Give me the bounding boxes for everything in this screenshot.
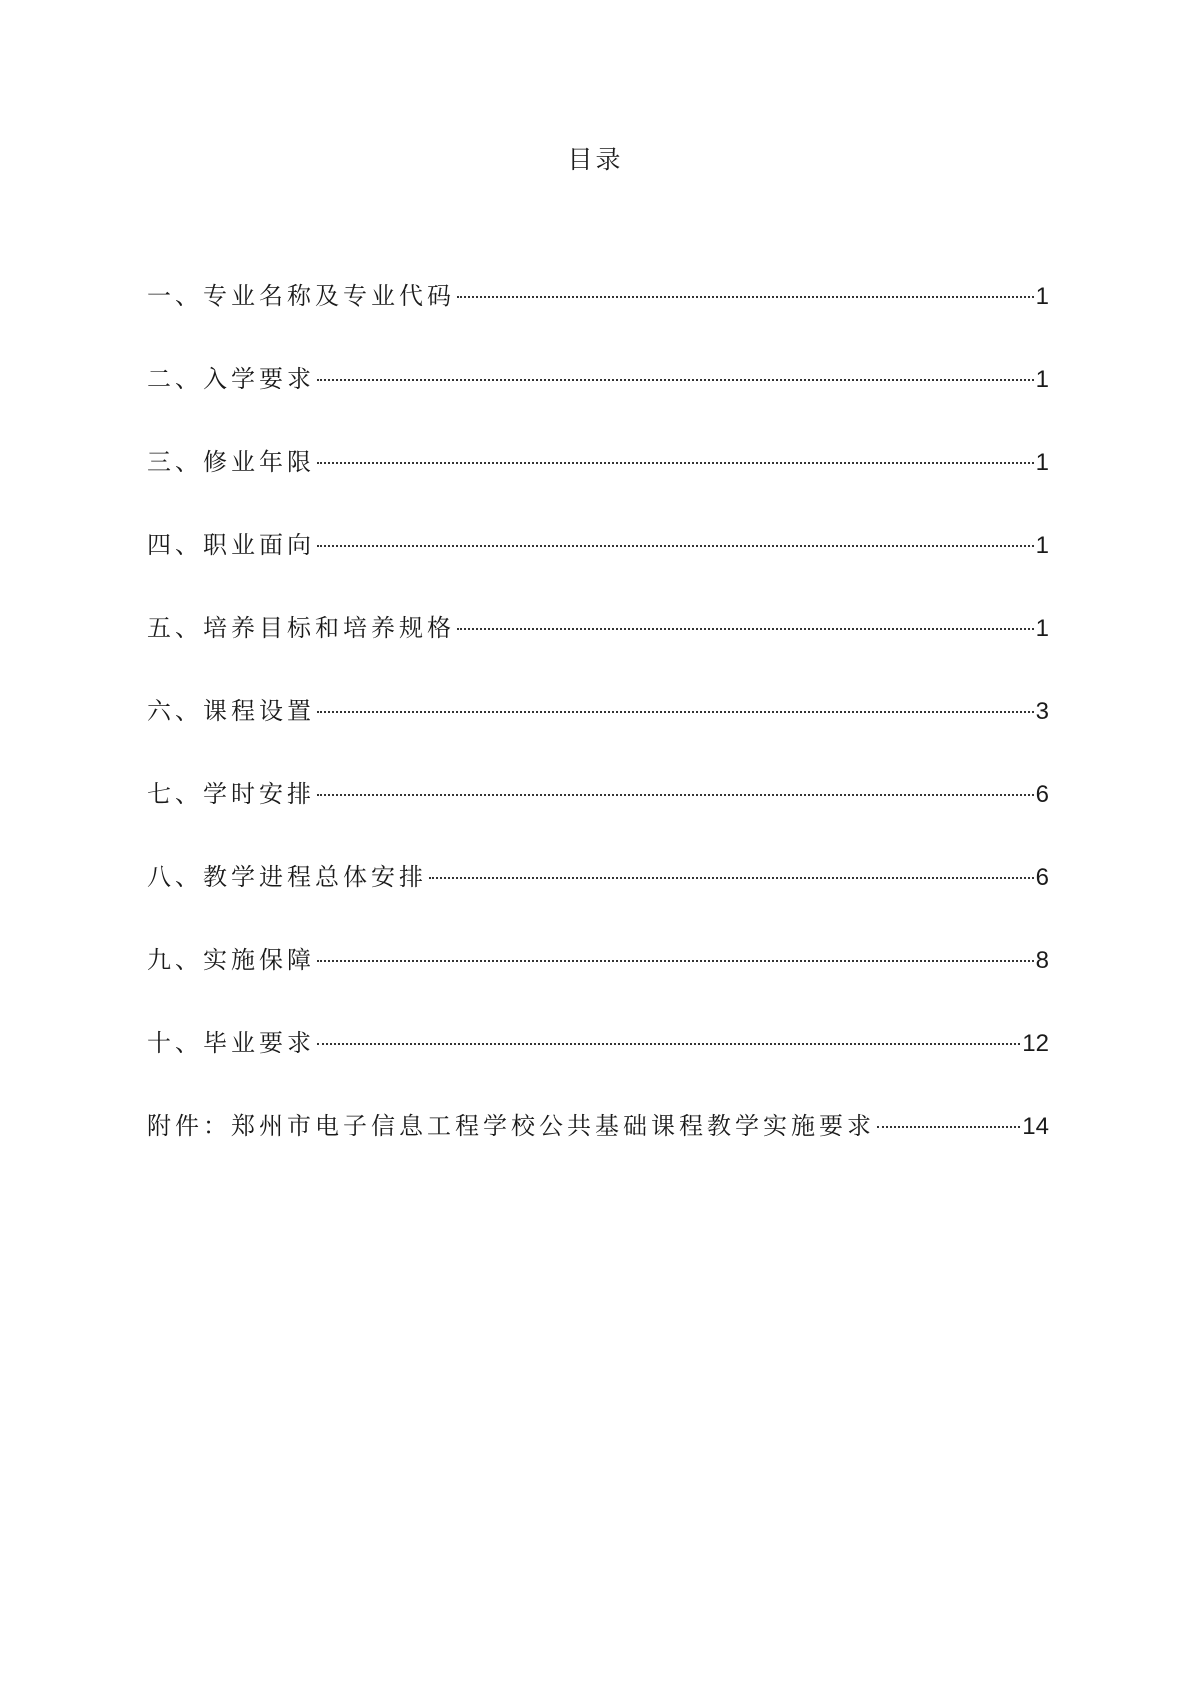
toc-entry-label: 一、专业名称及专业代码: [147, 282, 455, 310]
toc-entry[interactable]: [147, 851, 1049, 934]
toc-entry[interactable]: [147, 1017, 1049, 1100]
toc-dot-leader: [315, 768, 1036, 802]
toc-entry-label: 十、毕业要求: [147, 1029, 315, 1057]
toc-entry-label: 附件：郑州市电子信息工程学校公共基础课程教学实施要求: [147, 1112, 875, 1140]
toc-dot-leader: [427, 851, 1036, 885]
toc-entry-label: 六、课程设置: [147, 697, 315, 725]
toc-entry-label: 七、学时安排: [147, 780, 315, 808]
toc-entry-page: 8: [1035, 947, 1049, 974]
toc-dot-leader: [315, 1017, 1022, 1051]
toc-entry-label: 三、修业年限: [147, 448, 315, 476]
toc-entry-page: 3: [1035, 698, 1049, 725]
toc-list: [147, 270, 1049, 1183]
toc-entry[interactable]: [147, 934, 1049, 1017]
toc-entry-label: 九、实施保障: [147, 946, 315, 974]
toc-entry-page: 1: [1035, 615, 1049, 642]
toc-entry-label: 八、教学进程总体安排: [147, 863, 427, 891]
toc-entry[interactable]: [147, 519, 1049, 602]
toc-entry-appendix[interactable]: [147, 1100, 1049, 1183]
toc-entry-page: 1: [1035, 449, 1049, 476]
toc-dot-leader: [455, 602, 1036, 636]
toc-dot-leader: [315, 519, 1036, 553]
toc-entry[interactable]: [147, 602, 1049, 685]
toc-entry[interactable]: [147, 436, 1049, 519]
toc-entry-label: 五、培养目标和培养规格: [147, 614, 455, 642]
toc-dot-leader: [315, 934, 1036, 968]
toc-entry-page: 1: [1035, 283, 1049, 310]
toc-entry[interactable]: [147, 270, 1049, 353]
toc-dot-leader: [315, 353, 1036, 387]
toc-entry[interactable]: [147, 768, 1049, 851]
toc-entry-page: 6: [1035, 781, 1049, 808]
toc-entry[interactable]: [147, 353, 1049, 436]
toc-dot-leader: [315, 436, 1036, 470]
toc-dot-leader: [875, 1100, 1022, 1134]
toc-entry-label: 二、入学要求: [147, 365, 315, 393]
toc-title: 目录: [567, 145, 624, 174]
toc-dot-leader: [315, 685, 1036, 719]
toc-entry-page: 6: [1035, 864, 1049, 891]
toc-dot-leader: [455, 270, 1036, 304]
toc-entry-page: 14: [1022, 1113, 1049, 1140]
toc-entry[interactable]: [147, 685, 1049, 768]
toc-entry-label: 四、职业面向: [147, 531, 315, 559]
toc-entry-page: 1: [1035, 532, 1049, 559]
toc-entry-page: 12: [1022, 1030, 1049, 1057]
toc-entry-page: 1: [1035, 366, 1049, 393]
